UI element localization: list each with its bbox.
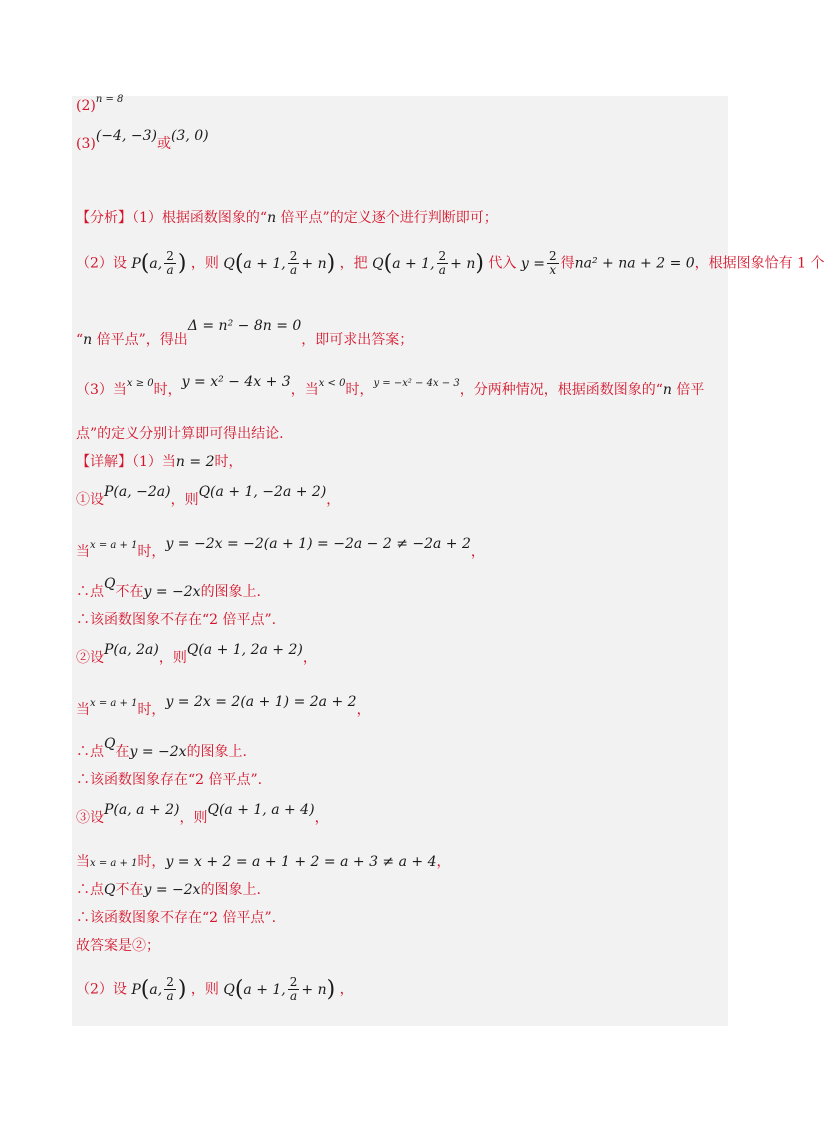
case-1-r1c: 的图象上. [200,584,262,600]
case-3-r1c: 的图象上. [200,882,262,898]
detail-p2-then: ，则 [190,981,219,998]
math-Q: Q [223,981,235,998]
case-2-Q: Q(a + 1, 2a + 2) [186,642,303,658]
answer-3-or: 或 [156,136,171,152]
analysis-p3-cond1: x ≥ 0 [126,378,154,389]
analysis-p2-get: 得 [560,255,575,272]
case-3-comma: ， [436,854,451,870]
frac-num: 2 [166,249,174,263]
case-2-r1Q: Q [104,736,116,752]
case-2-r1b: 在 [115,744,130,760]
math-plus-n: + n [301,981,327,998]
point-Q-frac: Q(a + 1, $\frac{2}{a}$ + n) [223,249,336,277]
frac-num: 2 [548,249,557,263]
analysis-head-n: n [267,210,277,226]
case-2-P: P(a, 2a) [104,642,159,658]
detail-head-cond: n = 2 [175,454,215,470]
analysis-part-3 [76,374,705,402]
answer-2-label: (2) [76,98,96,114]
analysis-p2b-mid: 倍平点”，得出 [92,332,188,348]
case-1-setup [76,484,341,510]
detail-p2-end: ， [339,981,354,998]
case-2-r2: ∴该函数图象存在“2 倍平点”. [76,772,263,788]
analysis-p2b-tail: ，即可求出答案； [301,332,414,348]
case-1-r1b: 不在 [115,584,144,600]
case-3-r1a: ∴点 [76,882,104,898]
answer-3-point-1: (−4, −3) [95,128,157,144]
case-3-label: ③设 [76,810,104,826]
case-1-r2: ∴该函数图象不存在“2 倍平点”. [76,612,277,628]
analysis-p3-tail2: 倍平 [671,382,705,398]
analysis-head-tail: 倍平点”的定义逐个进行判断即可； [276,210,498,226]
answer-3-point-2: (3, 0) [170,128,209,144]
analysis-p2-then: ，则 [190,255,219,272]
analysis-part-2 [76,250,824,277]
case-1-r1f: y = −2x [143,584,201,600]
case-3-r1f: y = −2x [143,882,201,898]
analysis-p2b-head: “ [76,332,84,348]
math-plus-n: + n [450,255,476,272]
case-3-r2: ∴该函数图象不存在“2 倍平点”. [76,910,277,926]
case-2-shi: 时， [137,702,166,718]
case-3-Q: Q(a + 1, a + 4) [207,802,315,818]
case-1-x: x = a + 1 [90,540,138,551]
point-Q-frac-2: Q(a + 1, $\frac{2}{a}$ + n) [372,249,484,277]
analysis-p3-when2: ，当 [290,382,319,398]
case-1-label: ①设 [76,492,104,508]
math-Q: Q [223,255,235,272]
case-3-r1Q: Q [104,882,116,898]
case-1-calc-expr: y = −2x = −2(a + 1) = −2a − 2 ≠ −2a + 2 [165,536,471,552]
case-3-result-2 [76,908,276,928]
case-2-then: ，则 [158,650,187,666]
case-1-r1Q: Q [104,576,116,592]
case-3-P: P(a, a + 2) [104,802,180,818]
case-2-r1a: ∴点 [76,744,104,760]
analysis-part-3b [76,424,284,444]
frac-num: 2 [166,975,174,989]
case-1-when: 当 [76,544,90,560]
analysis-p2b-n: n [83,332,93,348]
detail-head-shi: 时， [214,454,243,470]
analysis-head [76,208,498,228]
analysis-p2-sub: ，把 [339,255,368,272]
math-a-plus-1: a + 1, [243,981,286,998]
case-3-setup [76,802,329,828]
analysis-p3-func1: y = x² − 4x + 3 [181,374,291,390]
case-2-x: x = a + 1 [90,698,138,709]
frac-den: a [438,263,446,277]
func-y-2-over-x [520,249,561,277]
math-Q: Q [372,255,384,272]
case-3-r1b: 不在 [115,882,144,898]
case-2-setup [76,642,317,668]
case-2-when: 当 [76,702,90,718]
analysis-p3-n: n [662,382,672,398]
case-3-x: x = a + 1 [90,858,138,869]
math-a: a [149,981,158,998]
math-y-eq: y = [520,255,545,272]
analysis-p3-cond2: x < 0 [318,378,346,389]
point-P-frac: P(a, $\frac{2}{a}$ ) [131,249,187,277]
case-2-result-2 [76,770,262,790]
answer-2 [76,96,123,118]
frac-num: 2 [289,975,298,989]
case-1-P: P(a, −2a) [104,484,171,500]
case-3-when: 当 [76,854,90,870]
analysis-p3-func2: y = −x² − 4x − 3 [373,378,460,389]
case-3-shi: 时， [137,854,166,870]
analysis-p2-into: 代入 [488,255,517,272]
case-1-comma: ， [470,544,485,560]
math-P: P [131,981,141,998]
final-answer [76,936,160,956]
answer-3-label: (3) [76,136,96,152]
analysis-p2-equation: na² + na + 2 = 0 [574,255,695,272]
analysis-p3b-text: 点”的定义分别计算即可得出结论. [76,426,284,442]
math-a-plus-1: a + 1, [243,255,286,272]
analysis-p3-shi2: 时， [345,382,374,398]
math-plus-n: + n [301,255,327,272]
math-P: P [131,255,141,272]
case-2-r1f: y = −2x [129,744,187,760]
detail-point-P-frac: P(a, $\frac{2}{a}$ ) [131,975,187,1003]
answer-3 [76,128,209,154]
frac-den: a [166,989,174,1003]
final-answer-text: 故答案是②； [76,938,160,954]
case-3-calc-expr: y = x + 2 = a + 1 + 2 = a + 3 ≠ a + 4 [165,854,437,870]
frac-den: a [290,263,298,277]
detail-head [76,452,242,472]
case-2-label: ②设 [76,650,104,666]
frac-den: a [290,989,298,1003]
case-2-calc [76,694,371,722]
analysis-p2-label: （2）设 [76,255,127,272]
math-a-plus-1: a + 1, [392,255,435,272]
case-2-calc-expr: y = 2x = 2(a + 1) = 2a + 2 [165,694,357,710]
answer-2-math: n = 8 [95,94,124,105]
frac-den: a [166,263,174,277]
case-3-calc [76,852,451,874]
detail-p2-label: （2）设 [76,981,127,998]
case-1-then: ，则 [170,492,199,508]
analysis-p3-shi: 时， [153,382,182,398]
case-2-r1c: 的图象上. [186,744,248,760]
detail-part-2 [76,976,354,1003]
analysis-p3-label: （3）当 [76,382,127,398]
case-3-then: ，则 [179,810,208,826]
frac-den: x [549,263,557,277]
case-1-r1a: ∴点 [76,584,104,600]
detail-point-Q-frac: Q(a + 1, $\frac{2}{a}$ + n) [223,975,336,1003]
analysis-p3-tail: ，分两种情况，根据函数图象的“ [459,382,663,398]
case-2-end: ， [302,650,317,666]
case-1-calc [76,536,485,564]
case-1-Q: Q(a + 1, −2a + 2) [198,484,327,500]
case-1-result-2 [76,610,276,630]
case-1-result-1 [76,576,262,602]
case-1-shi: 时， [137,544,166,560]
detail-head-text: 【详解】（1）当 [76,454,176,470]
analysis-head-text: 【分析】（1）根据函数图象的“ [76,210,268,226]
frac-num: 2 [289,249,298,263]
case-3-result-1 [76,880,261,900]
math-a: a [149,255,158,272]
case-3-end: ， [314,810,329,826]
case-2-result-1 [76,736,248,762]
case-1-end: ， [326,492,341,508]
frac-num: 2 [438,249,447,263]
case-2-comma: ， [356,702,371,718]
analysis-p2-tail: ，根据图象恰有 1 个 [694,255,824,272]
analysis-part-2b [76,318,414,350]
analysis-p2b-delta: Δ = n² − 8n = 0 [187,318,302,334]
